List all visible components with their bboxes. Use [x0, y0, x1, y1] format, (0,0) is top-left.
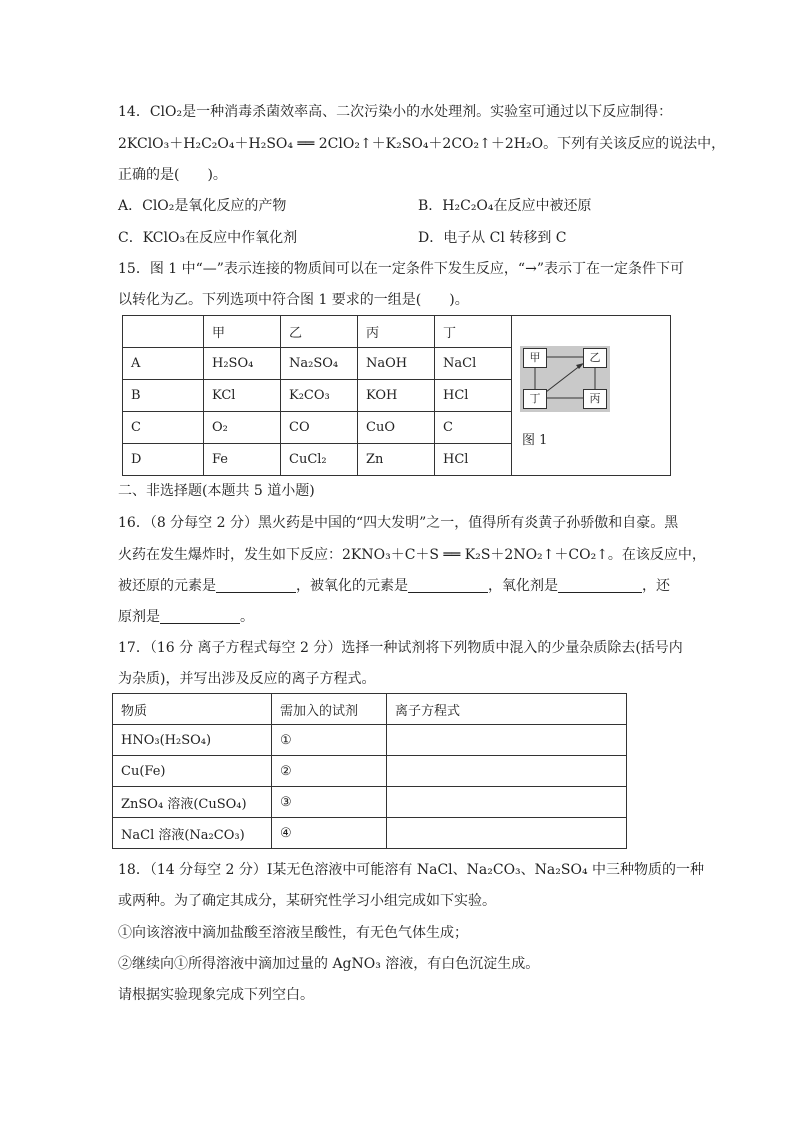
q17-stem-line1: 17．（16 分 离子方程式每空 2 分）选择一种试剂将下列物质中混入的少量杂质除去(括号内 [118, 640, 683, 656]
table-cell: C [123, 412, 204, 444]
table-cell: HCl [435, 444, 512, 476]
table-cell: Fe [204, 444, 281, 476]
table-cell: O₂ [204, 412, 281, 444]
figure-1-diagram [520, 346, 610, 412]
section-heading: 二、非选择题(本题共 5 道小题) [118, 483, 315, 499]
q14-equation-line: 2KClO₃＋H₂C₂O₄＋H₂SO₄ ══ 2ClO₂↑＋K₂SO₄＋2CO₂↑＋2H₂O。下列有关该反应的说法中， [118, 136, 726, 152]
table-cell: H₂SO₄ [204, 348, 281, 380]
table-cell: B [123, 380, 204, 412]
table-cell: 离子方程式 [387, 694, 627, 725]
answer-blank-2[interactable] [408, 578, 488, 593]
figure-1-cell [512, 316, 671, 476]
q16-stem-line1: 16．（8 分每空 2 分）黑火药是中国的“四大发明”之一，值得所有炎黄子孙骄傲和自豪。黑 [118, 515, 679, 531]
table-cell: D [123, 444, 204, 476]
q15-options-table [122, 315, 671, 476]
table-row [113, 787, 627, 818]
table-cell: ④ [272, 818, 387, 849]
q16-blanks-line-2 [118, 608, 254, 626]
table-cell: ZnSO₄ 溶液(CuSO₄) [113, 787, 272, 818]
q17-table [112, 693, 627, 849]
q14-stem-line3: 正确的是( )。 [118, 167, 227, 183]
q18-instruction: 请根据实验现象完成下列空白。 [118, 987, 314, 1003]
answer-blank-3[interactable] [558, 578, 642, 593]
table-row [113, 725, 627, 756]
table-cell: NaCl 溶液(Na₂CO₃) [113, 818, 272, 849]
table-cell: 物质 [113, 694, 272, 725]
q14-option-c: C．KClO₃在反应中作氧化剂 [118, 230, 298, 246]
q16-text: ，还 [642, 578, 670, 594]
figure-1-caption: 图 1 [522, 433, 548, 448]
q16-blanks-line [118, 577, 670, 595]
q14-option-b: B．H₂C₂O₄在反应中被还原 [418, 198, 592, 214]
table-cell: ③ [272, 787, 387, 818]
figure-1 [512, 316, 670, 471]
table-cell: K₂CO₃ [281, 380, 358, 412]
table-cell: KOH [358, 380, 435, 412]
table-row [113, 756, 627, 787]
q18-stem-line1: 18．（14 分每空 2 分）Ⅰ某无色溶液中可能溶有 NaCl、Na₂CO₃、Na₂SO₄ 中三种物质的一种 [118, 862, 705, 878]
q16-equation-line: 火药在发生爆炸时，发生如下反应：2KNO₃＋C＋S ══ K₂S＋2NO₂↑＋CO₂↑。在该反应中， [118, 547, 706, 563]
q16-text: 被还原的元素是 [118, 578, 216, 594]
table-cell: NaCl [435, 348, 512, 380]
q18-step-1: ①向该溶液中滴加盐酸至溶液呈酸性，有无色气体生成； [118, 925, 468, 941]
table-cell: HCl [435, 380, 512, 412]
table-cell: Na₂SO₄ [281, 348, 358, 380]
answer-cell[interactable] [387, 787, 627, 818]
q15-stem-line2: 以转化为乙。下列选项中符合图 1 要求的一组是( )。 [118, 292, 469, 308]
node-bing: 丙 [583, 389, 607, 409]
node-ding: 丁 [523, 389, 547, 409]
q17-stem-line2: 为杂质)，并写出涉及反应的离子方程式。 [118, 671, 376, 687]
table-cell: 乙 [281, 316, 358, 348]
table-header-row [113, 694, 627, 725]
answer-cell[interactable] [387, 756, 627, 787]
answer-blank-4[interactable] [160, 609, 240, 624]
table-cell: KCl [204, 380, 281, 412]
q16-text: ，氧化剂是 [488, 578, 558, 594]
node-yi: 乙 [583, 348, 607, 368]
table-cell: 丙 [358, 316, 435, 348]
node-jia: 甲 [523, 348, 547, 368]
answer-cell[interactable] [387, 818, 627, 849]
table-cell: CuO [358, 412, 435, 444]
table-cell: Zn [358, 444, 435, 476]
table-cell: Cu(Fe) [113, 756, 272, 787]
table-cell: 甲 [204, 316, 281, 348]
table-cell: C [435, 412, 512, 444]
q14-option-a: A．ClO₂是氧化反应的产物 [118, 198, 287, 214]
table-cell: 需加入的试剂 [272, 694, 387, 725]
answer-cell[interactable] [387, 725, 627, 756]
q15-stem-line1: 15．图 1 中“—”表示连接的物质间可以在一定条件下发生反应，“→”表示丁在一定条件下可 [118, 261, 684, 277]
table-cell: CO [281, 412, 358, 444]
table-cell: HNO₃(H₂SO₄) [113, 725, 272, 756]
q18-step-2: ②继续向①所得溶液中滴加过量的 AgNO₃ 溶液，有白色沉淀生成。 [118, 956, 540, 972]
q16-text: 原剂是 [118, 609, 160, 625]
table-header-row [123, 316, 671, 348]
table-cell: NaOH [358, 348, 435, 380]
answer-blank-1[interactable] [216, 578, 296, 593]
q14-stem-line1: 14．ClO₂是一种消毒杀菌效率高、二次污染小的水处理剂。实验室可通过以下反应制得： [118, 104, 673, 120]
table-cell: ② [272, 756, 387, 787]
q18-stem-line2: 或两种。为了确定其成分，某研究性学习小组完成如下实验。 [118, 893, 496, 909]
q14-option-d: D．电子从 Cl 转移到 C [418, 230, 567, 246]
table-row [113, 818, 627, 849]
table-cell: CuCl₂ [281, 444, 358, 476]
table-cell: 丁 [435, 316, 512, 348]
table-cell: ① [272, 725, 387, 756]
q16-text: ，被氧化的元素是 [296, 578, 408, 594]
table-cell [123, 316, 204, 348]
q16-text: 。 [240, 609, 254, 625]
table-cell: A [123, 348, 204, 380]
